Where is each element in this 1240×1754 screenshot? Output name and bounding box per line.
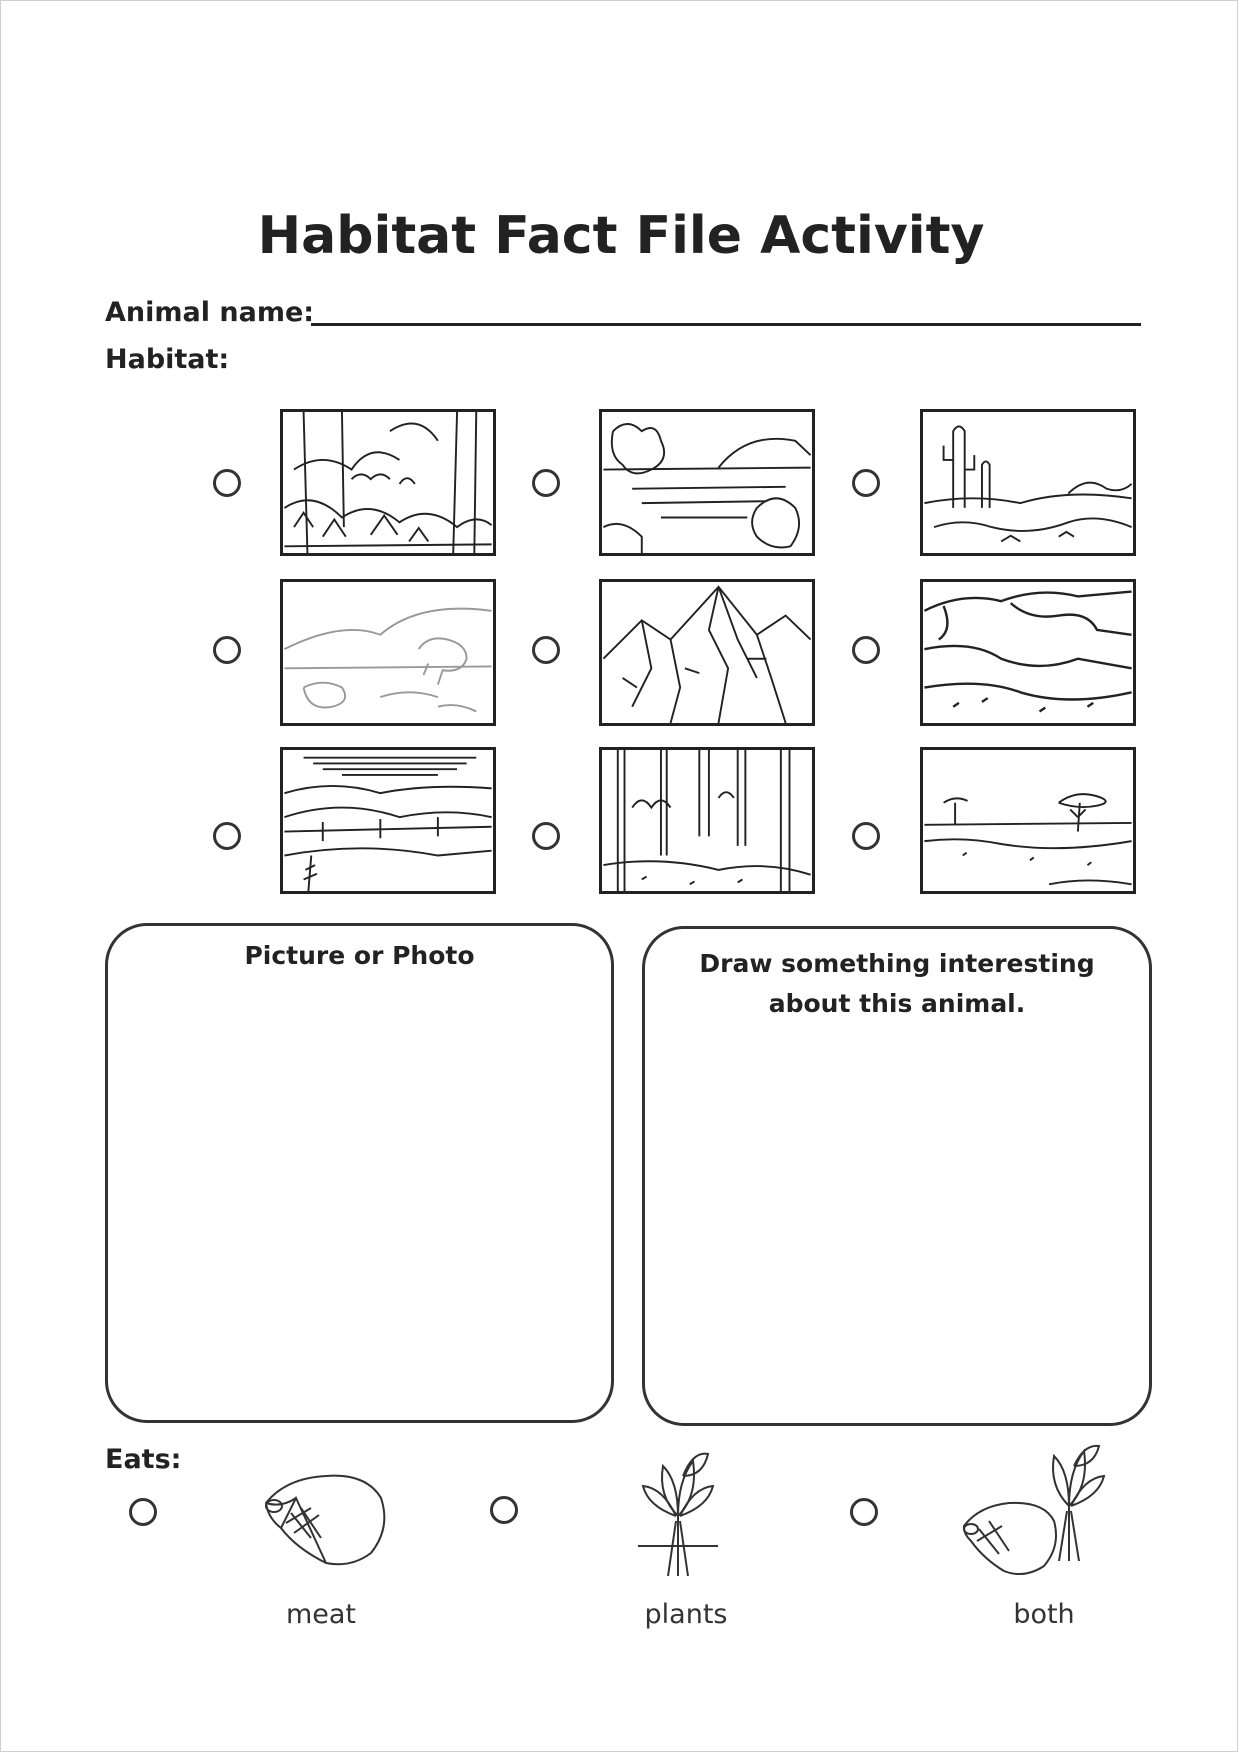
page-title: Habitat Fact File Activity <box>257 206 985 266</box>
meat-label: meat <box>285 1599 357 1630</box>
mountain-icon <box>599 579 815 726</box>
river-icon <box>920 579 1136 726</box>
habitat-radio-savanna[interactable] <box>852 822 880 850</box>
plant-icon <box>638 1446 718 1581</box>
habitat-radio-lake[interactable] <box>532 469 560 497</box>
plants-label: plants <box>644 1599 728 1630</box>
draw-box-title-line2: about this animal. <box>768 989 1026 1018</box>
eats-radio-meat[interactable] <box>129 1498 157 1526</box>
picture-or-photo-box[interactable] <box>105 923 614 1423</box>
habitat-radio-polar[interactable] <box>213 636 241 664</box>
eats-radio-both[interactable] <box>850 1498 878 1526</box>
habitat-radio-woodland[interactable] <box>532 822 560 850</box>
rainforest-icon <box>280 409 496 556</box>
polar-icon <box>280 579 496 726</box>
draw-something-box[interactable] <box>642 926 1152 1426</box>
habitat-label: Habitat: <box>105 344 230 375</box>
habitat-radio-river[interactable] <box>852 636 880 664</box>
both-label: both <box>1013 1599 1075 1630</box>
habitat-radio-mountain[interactable] <box>532 636 560 664</box>
animal-name-field[interactable] <box>311 323 1141 326</box>
grassland-hills-icon <box>280 747 496 894</box>
meat-icon <box>256 1468 396 1573</box>
draw-box-title-line1: Draw something interesting <box>699 949 1095 978</box>
habitat-radio-grassland-hills[interactable] <box>213 822 241 850</box>
habitat-radio-rainforest[interactable] <box>213 469 241 497</box>
desert-icon <box>920 409 1136 556</box>
habitat-radio-desert[interactable] <box>852 469 880 497</box>
woodland-icon <box>599 747 815 894</box>
meat-and-plant-icon <box>959 1441 1129 1581</box>
picture-box-title: Picture or Photo <box>244 941 475 970</box>
eats-radio-plants[interactable] <box>490 1496 518 1524</box>
eats-label: Eats: <box>105 1444 182 1475</box>
animal-name-label: Animal name: <box>105 297 315 328</box>
savanna-icon <box>920 747 1136 894</box>
lake-icon <box>599 409 815 556</box>
